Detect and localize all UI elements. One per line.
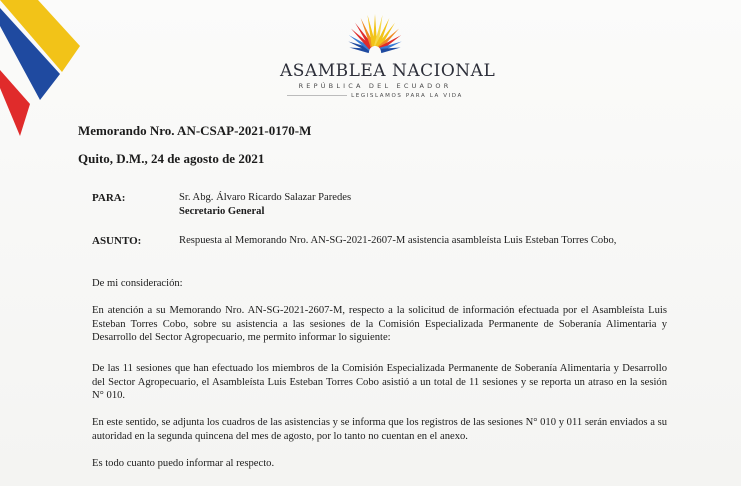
flag-stripe-red [0, 70, 30, 136]
recipient-title: Secretario General [179, 206, 265, 217]
body-closing: Es todo cuanto puedo informar al respecto. [92, 458, 275, 469]
asunto-value: Respuesta al Memorando Nro. AN-SG-2021-2607-M asistencia asambleísta Luis Esteban Torres Cobo, [179, 235, 617, 246]
sun-rays-logo-icon [330, 10, 420, 54]
flag-stripes-icon [0, 0, 90, 140]
greeting: De mi consideración: [92, 278, 183, 289]
body-paragraph-1: En atención a su Memorando Nro. AN-SG-2021-2607-M, respecto a la solicitud de información efectuada por el Asambleísta Luis Esteban Torres Cobo, sobre su asistencia a las sesiones de la Comisión Especializada Permanente de Soberanía Alimentaria y Desarrollo del Sector Agropecuario, me permito informar lo siguiente: [92, 305, 667, 343]
org-tagline-row [280, 93, 470, 99]
memo-place-date: Quito, D.M., 24 de agosto de 2021 [78, 151, 265, 166]
memo-number: Memorando Nro. AN-CSAP-2021-0170-M [78, 123, 312, 138]
para-label: PARA: [92, 192, 126, 204]
org-subtitle: REPÚBLICA DEL ECUADOR [298, 82, 452, 90]
asamblea-logo [280, 10, 496, 99]
tagline-divider [287, 95, 347, 96]
body-paragraph-3: En este sentido, se adjunta los cuadros de las asistencias y se informa que los registros de las sesiones N° 010 y 011 serán enviados a su autoridad en la segunda quincena del mes de agosto, por lo tanto no cuentan en el anexo. [92, 417, 667, 442]
recipient-name: Sr. Abg. Álvaro Ricardo Salazar Paredes [179, 192, 352, 203]
org-tagline: LEGISLAMOS PARA LA VIDA [351, 93, 463, 99]
asunto-label: ASUNTO: [92, 235, 142, 247]
body-paragraph-2: De las 11 sesiones que han efectuado los miembros de la Comisión Especializada Permanente de Soberanía Alimentaria y Desarrollo del Sector Agropecuario, el Asambleísta Luis Esteban Torres Cobo asistió a un total de 11 sesiones y se reporta un atraso en la sesión N° 010. [92, 363, 667, 401]
org-name: ASAMBLEA NACIONAL [280, 61, 496, 81]
